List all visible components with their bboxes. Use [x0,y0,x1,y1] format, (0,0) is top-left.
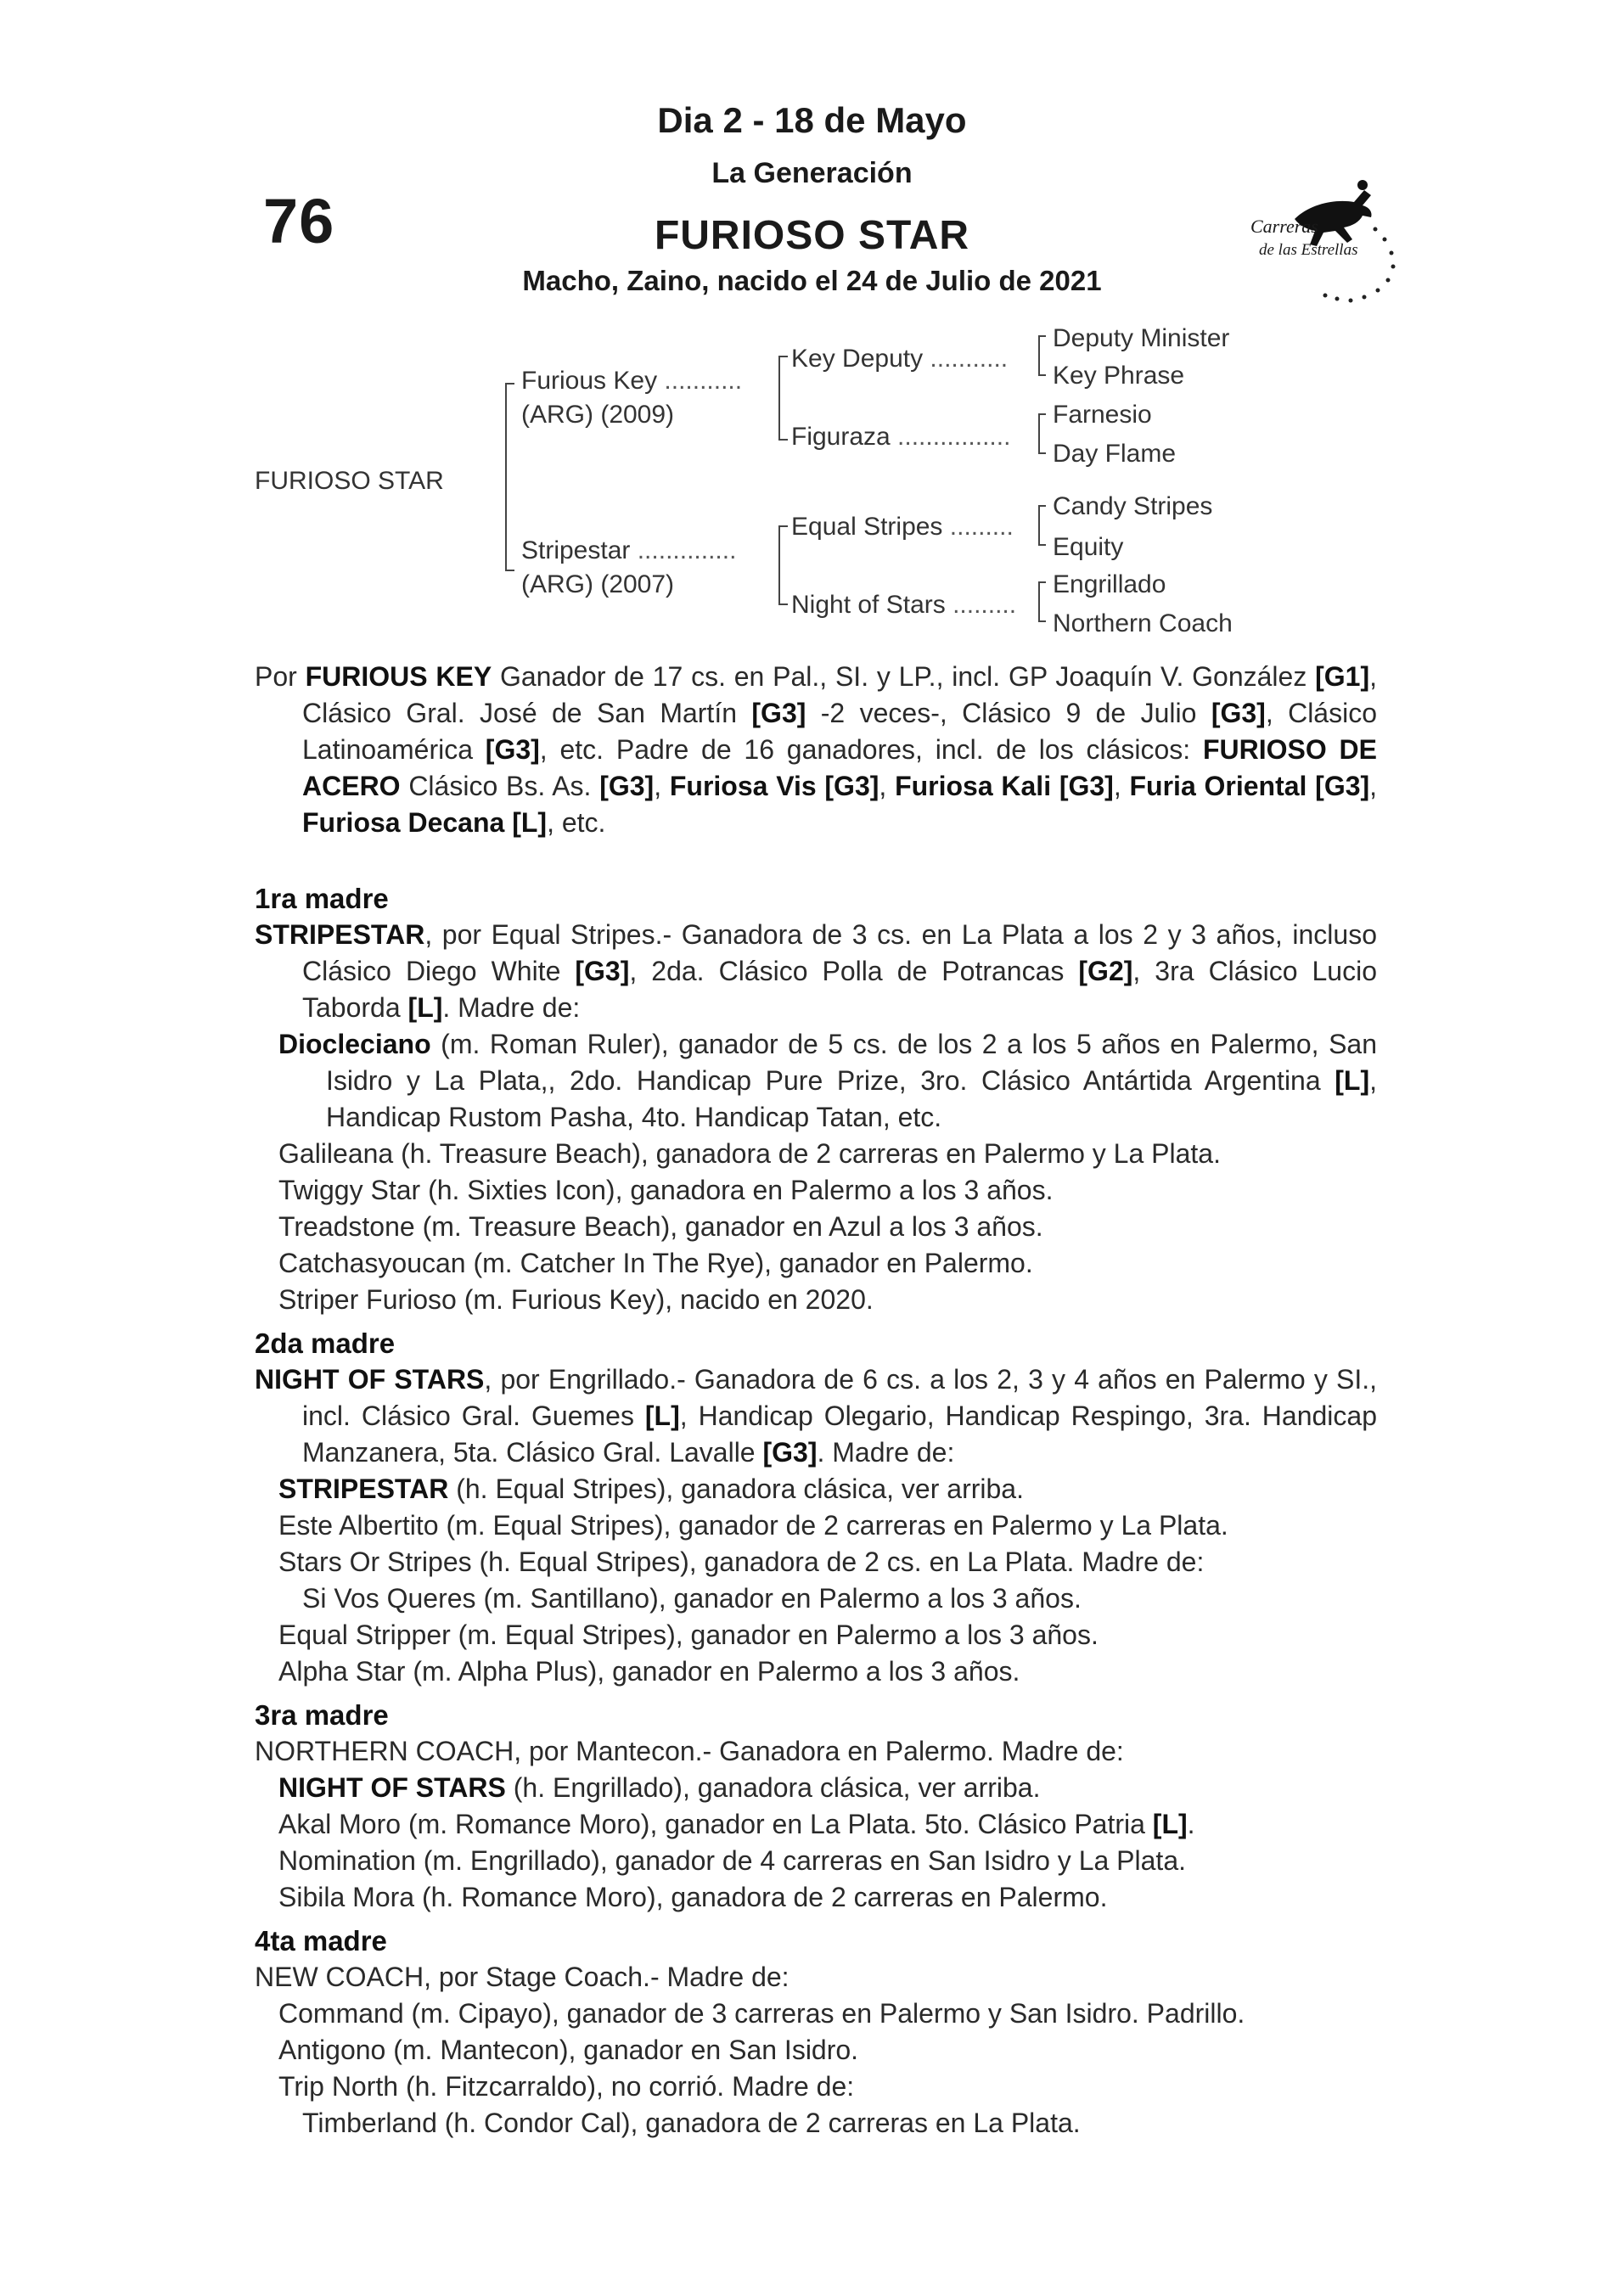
pedigree-dam-sire: Equal Stripes ......... [791,513,1014,541]
dam4-paragraph: NEW COACH, por Stage Coach.- Madre de: [255,1962,790,1992]
logo-text-line1: Carreras [1250,216,1318,237]
pedigree-g3-3: Farnesio [1053,401,1152,429]
dam4-offspring-2: Antigono (m. Mantecon), ganador en San Isidro. [278,2035,859,2065]
dam-dam-name: Night of Stars [791,591,946,619]
pedigree-g3-4: Day Flame [1053,440,1177,468]
heading-4ta-madre: 4ta madre [255,1925,387,1956]
sale-day-title: Dia 2 - 18 de Mayo [657,100,967,140]
pedigree-sire-dam: Figuraza ................ [791,423,1011,451]
dam-sire-name: Equal Stripes [791,513,943,541]
dam-name: Stripestar [521,536,631,564]
logo-text-line2: de las Estrellas [1259,241,1358,259]
pedigree-g3-5: Candy Stripes [1053,492,1213,520]
dam3-offspring-akal-moro: Akal Moro (m. Romance Moro), ganador en La Plata. 5to. Clásico Patria [L]. [278,1809,1195,1839]
pedigree-g3-2: Key Phrase [1053,362,1185,390]
dam4-offspring-3: Trip North (h. Fitzcarraldo), no corrió. Madre de: [278,2071,855,2102]
heading-3ra-madre: 3ra madre [255,1699,389,1731]
pedigree-g3-8: Northern Coach [1053,609,1233,637]
pedigree-g3-1: Deputy Minister [1053,324,1230,352]
dam3-offspring-2: Sibila Mora (h. Romance Moro), ganadora de 2 carreras en Palermo. [278,1882,1108,1912]
catalog-body [255,659,1377,2142]
dam2-offspring-3: Equal Stripper (m. Equal Stripes), ganador en Palermo a los 3 años. [278,1620,1099,1650]
dam4-offspring-1: Command (m. Cipayo), ganador de 3 carreras en Palermo y San Isidro. Padrillo. [278,1998,1245,2029]
dam2-paragraph: NIGHT OF STARS, por Engrillado.- Ganadora de 6 cs. a los 2, 3 y 4 años en Palermo y SI., incl. Clásico Gral. Guemes [L], Handicap Olegario, Handicap Respingo, 3ra. Handicap Manzanera, 5ta. Clásico Gral. Lavalle [G3]. Madre de: [255,1364,1378,1468]
sire-sire-name: Key Deputy [791,345,924,373]
pedigree-g3-6: Equity [1053,533,1124,561]
dam2-offspring-2: Stars Or Stripes (h. Equal Stripes), ganadora de 2 cs. en La Plata. Madre de: [278,1547,1205,1577]
dam1-offspring-3: Treadstone (m. Treasure Beach), ganador en Azul a los 3 años. [278,1211,1043,1242]
horse-description: Macho, Zaino, nacido el 24 de Julio de 2021 [522,265,1102,296]
dam2-offspring-4: Alpha Star (m. Alpha Plus), ganador en Palermo a los 3 años. [278,1656,1020,1687]
pedigree-dam-info: (ARG) (2007) [521,570,675,598]
heading-2da-madre: 2da madre [255,1328,396,1359]
pedigree-brackets [0,0,1624,679]
pedigree-sire: Furious Key ........... [521,367,743,395]
dam2-grand-offspring-1: Si Vos Queres (m. Santillano), ganador en Palermo a los 3 años. [302,1583,1082,1614]
sire-paragraph: Por FURIOUS KEY Ganador de 17 cs. en Pal., SI. y LP., incl. GP Joaquín V. González [G1], Clásico Gral. José de San Martín [G3] -2 veces-, Clásico 9 de Julio [G3], Clásico Latinoamérica [G3], etc. Padre de 16 ganadores, incl. de los clásicos: FURIOSO DE ACERO Clásico Bs. As. [G3], Furiosa Vis [G3], Furiosa Kali [G3], Furia Oriental [G3], Furiosa Decana [L], etc. [255,661,1378,838]
dam1-offspring-diocleciano: Diocleciano (m. Roman Ruler), ganador de 5 cs. de los 2 a los 5 años en Palermo, San Isidro y La Plata,, 2do. Handicap Pure Prize, 3ro. Clásico Antártida Argentina [L], Handicap Rustom Pasha, 4to. Handicap Tatan, etc. [278,1029,1377,1132]
dam3-offspring-1: Nomination (m. Engrillado), ganador de 4 carreras en San Isidro y La Plata. [278,1845,1186,1876]
dam1-offspring-5: Striper Furioso (m. Furious Key), nacido en 2020. [278,1284,874,1315]
dam1-offspring-1: Galileana (h. Treasure Beach), ganadora de 2 carreras en Palermo y La Plata. [278,1138,1221,1169]
dam1-offspring-2: Twiggy Star (h. Sixties Icon), ganadora en Palermo a los 3 años. [278,1175,1054,1205]
lot-number: 76 [263,186,335,256]
pedigree-sire-sire: Key Deputy ........... [791,345,1009,373]
dam4-grand-offspring-1: Timberland (h. Condor Cal), ganadora de 2 carreras en La Plata. [302,2108,1081,2138]
horse-name: FURIOSO STAR [654,213,970,258]
dam1-paragraph: STRIPESTAR, por Equal Stripes.- Ganadora de 3 cs. en La Plata a los 2 y 3 años, incluso Clásico Diego White [G3], 2da. Clásico Polla de Potrancas [G2], 3ra Clásico Lucio Taborda [L]. Madre de: [255,919,1377,1023]
sale-subtitle: La Generación [711,157,913,189]
pedigree-subject: FURIOSO STAR [255,467,444,495]
pedigree-dam: Stripestar .............. [521,536,737,564]
pedigree-sire-info: (ARG) (2009) [521,401,675,429]
pedigree-g3-7: Engrillado [1053,570,1166,598]
dam2-offspring-stripestar: STRIPESTAR (h. Equal Stripes), ganadora clásica, ver arriba. [278,1474,1024,1504]
dam1-offspring-4: Catchasyoucan (m. Catcher In The Rye), ganador en Palermo. [278,1248,1033,1278]
dam3-paragraph: NORTHERN COACH, por Mantecon.- Ganadora en Palermo. Madre de: [255,1736,1124,1766]
dam3-offspring-night-of-stars: NIGHT OF STARS (h. Engrillado), ganadora clásica, ver arriba. [278,1772,1041,1803]
sire-name-bold: FURIOUS KEY [305,661,492,692]
sire-dam-name: Figuraza [791,423,891,451]
sire-name: Furious Key [521,367,658,395]
heading-1ra-madre: 1ra madre [255,883,389,914]
dam2-offspring-1: Este Albertito (m. Equal Stripes), ganador de 2 carreras en Palermo y La Plata. [278,1510,1228,1541]
pedigree-dam-dam: Night of Stars ......... [791,591,1017,619]
